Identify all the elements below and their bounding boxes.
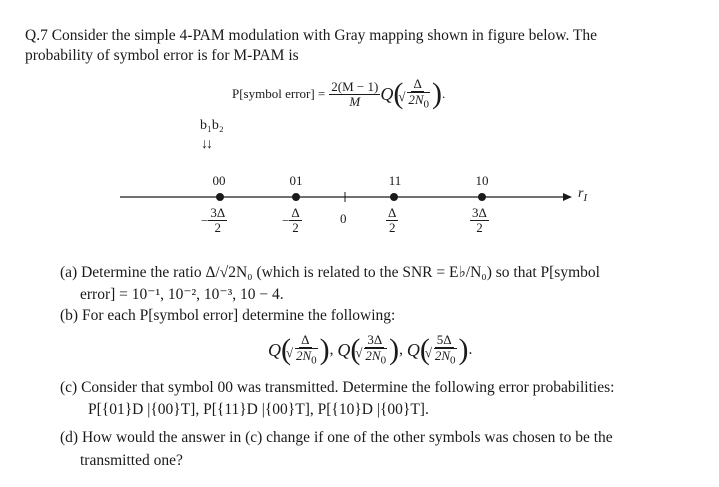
constellation-point-10 xyxy=(478,193,486,201)
tick-label-3delta: $\frac{3\Delta}{2}$ xyxy=(472,205,487,235)
part-c-line1: (c) Consider that symbol 00 was transmitted. Determine the following error probabilities: xyxy=(60,379,615,396)
constellation-point-00 xyxy=(216,193,224,201)
formula-q-function: Q xyxy=(380,83,394,104)
constellation-point-01 xyxy=(292,193,300,201)
q-arg-2: 3Δ √ $2N_0$ xyxy=(360,333,389,368)
symbol-label-00: 00 xyxy=(212,173,226,188)
tick-label-zero: 0 xyxy=(340,211,347,226)
q-arg-1: Δ √ $2N_0$ xyxy=(291,333,320,368)
axis-arrow-head xyxy=(563,193,572,201)
axis-label: $r_I$ xyxy=(578,186,588,204)
part-a-line1: (a) Determine the ratio Δ/√2N₀ (which is related to the SNR = E♭/N₀) so that P[symbol xyxy=(60,264,600,281)
part-d-line2: transmitted one? xyxy=(80,452,183,469)
formula-left-paren: ( xyxy=(393,77,404,110)
bit-label: b₁b₂ xyxy=(200,118,224,133)
question-header-line2: probability of symbol error is for M-PAM is xyxy=(25,47,299,64)
tick-label-delta: $\frac{\Delta}{2}$ xyxy=(388,205,397,235)
formula-coef-den: M xyxy=(349,93,361,109)
formula-lhs: P[symbol error] = xyxy=(232,86,326,101)
constellation-point-11 xyxy=(390,193,398,201)
symbol-label-11: 11 xyxy=(388,173,402,188)
part-b-line: (b) For each P[symbol error] determine the following: xyxy=(60,307,396,324)
formula-coef-num: 2(M − 1) xyxy=(331,78,379,94)
bit-arrows: ↓↓ xyxy=(201,137,211,152)
part-c-line2: P[{01}D |{00}T], P[{11}D |{00}T], P[{10}D |{00}T]. xyxy=(88,401,429,418)
part-d-line1: (d) How would the answer in (c) change if one of the other symbols was chosen to be the xyxy=(60,429,613,446)
tick-label-neg-3delta: − $\frac{3\Delta}{2}$ xyxy=(201,205,226,235)
formula-arg-den: √ $2N_0$ xyxy=(403,92,432,112)
formula-trailing-period: . xyxy=(442,86,446,101)
formula-right-paren: ) xyxy=(432,77,442,110)
q-function-list: Q ( Δ √ $2N_0$ ) , Q ( 3Δ √ $2N_0$ ) , Q ( 5Δ √ $2N_0$ ) . xyxy=(268,328,472,372)
question-header-line1: Q.7 Consider the simple 4-PAM modulation with Gray mapping shown in figure below. The xyxy=(25,27,598,44)
q-arg-3: 5Δ √ $2N_0$ xyxy=(430,333,459,368)
symbol-label-10: 10 xyxy=(475,173,489,188)
symbol-label-01: 01 xyxy=(289,173,303,188)
part-a-line2: error] = 10⁻¹, 10⁻², 10⁻³, 10 − 4. xyxy=(80,286,284,303)
formula-arg-num: Δ xyxy=(413,75,422,91)
tick-label-neg-delta: − $\frac{\Delta}{2}$ xyxy=(282,205,300,235)
